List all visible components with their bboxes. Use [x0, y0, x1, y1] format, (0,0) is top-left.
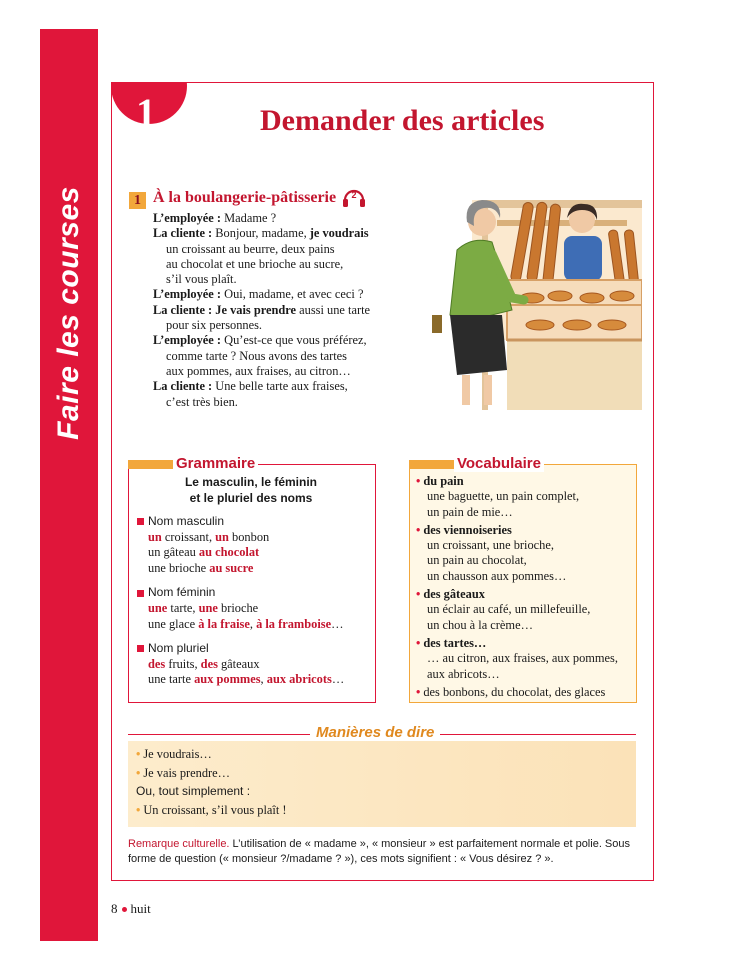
bullet-dot-icon: • — [136, 765, 141, 780]
speaker: La cliente : — [153, 302, 213, 317]
grammaire-subtitle-line: et le pluriel des noms — [189, 491, 313, 505]
grammar-example — [137, 672, 369, 688]
grammaire-header — [128, 456, 258, 472]
lesson-number: 1 — [136, 90, 156, 135]
example-text: … — [331, 672, 345, 687]
square-bullet-icon — [137, 590, 144, 597]
vocab-example: un pain au chocolat, — [427, 553, 527, 568]
vocab-item — [416, 685, 631, 700]
example-text: fruits, — [165, 656, 201, 671]
grammar-category-label: Nom féminin — [148, 585, 216, 600]
dialogue — [153, 211, 398, 410]
grammar-category-label: Nom pluriel — [148, 641, 209, 656]
highlight: une — [198, 600, 218, 615]
bullet-dot-icon: • — [416, 474, 421, 488]
highlight: au chocolat — [198, 545, 260, 560]
section-title: À la boulangerie-pâtisserie — [153, 189, 337, 206]
dialogue-line: aux pommes, aux fraises, au citron… — [166, 363, 351, 378]
example-text: … — [331, 616, 344, 631]
vocabulaire-header — [409, 456, 544, 472]
manieres-title: Manières de dire — [310, 722, 440, 744]
header-bar — [409, 460, 454, 469]
vocab-category: du pain — [423, 474, 464, 488]
manieres-text: Ou, tout simplement : — [136, 784, 251, 798]
bullet-dot-icon: • — [136, 747, 141, 761]
vocab-example: un pain de mie… — [427, 504, 513, 519]
highlight: des — [148, 656, 166, 671]
dialogue-line: comme tarte ? Nous avons des tartes — [166, 348, 347, 363]
grammar-category-label: Nom masculin — [148, 514, 225, 528]
vocab-example: aux abricots… — [427, 666, 500, 681]
manieres-item — [136, 745, 616, 764]
example-text: un gâteau — [148, 545, 199, 560]
dialogue-text: Oui, madame, et avec ceci ? — [221, 287, 364, 302]
vocab-category: des tartes… — [423, 635, 487, 650]
highlight: aux abricots — [266, 672, 332, 687]
dialogue-line — [153, 303, 398, 318]
speaker: La cliente : — [153, 226, 213, 241]
example-text: une tarte — [148, 672, 195, 687]
grammaire-subtitle-line: Le masculin, le féminin — [184, 475, 318, 489]
example-text: bonbon — [228, 529, 270, 544]
square-bullet-icon — [137, 518, 144, 525]
example-text: , — [260, 672, 267, 687]
highlight: un — [215, 529, 229, 544]
headphones-audio-icon[interactable] — [340, 183, 368, 211]
grammar-example — [137, 601, 369, 617]
dialogue-line — [153, 379, 398, 394]
vocab-category: des viennoiseries — [423, 522, 512, 537]
dialogue-text: Bonjour, madame, — [212, 226, 310, 241]
example-text: une brioche — [148, 560, 210, 575]
page-footer — [111, 901, 151, 917]
dialogue-line — [153, 211, 398, 226]
grammar-category — [137, 514, 369, 530]
vocab-item — [416, 587, 631, 633]
grammar-block — [137, 514, 369, 576]
dialogue-line — [153, 287, 398, 302]
manieres-list — [136, 745, 616, 819]
header-bar — [128, 460, 173, 469]
emphasis: je voudrais — [309, 226, 369, 241]
audio-track-number: 2 — [351, 190, 357, 200]
vocabulaire-title: Vocabulaire — [454, 456, 544, 472]
bullet-dot-icon: • — [416, 635, 421, 650]
vocab-category: des gâteaux — [423, 587, 485, 602]
bullet-dot-icon: • — [416, 684, 421, 699]
speaker: L’employée : — [153, 287, 222, 302]
example-text: tarte, — [167, 600, 199, 615]
illustration-bakery — [412, 180, 642, 410]
grammar-example — [137, 561, 369, 577]
lesson-title: Demander des articles — [260, 104, 545, 137]
grammaire-list — [137, 514, 369, 697]
vocabulaire-list — [416, 474, 631, 703]
vocab-example: un chou à la crème… — [427, 617, 533, 632]
dialogue-line: c’est très bien. — [166, 394, 238, 409]
highlight: une — [148, 600, 168, 615]
vocab-example: un chausson aux pommes… — [427, 568, 567, 583]
emphasis: Je vais prendre — [212, 302, 297, 317]
bullet-dot-icon: • — [136, 802, 141, 817]
manieres-header — [128, 722, 636, 742]
dialogue-line — [153, 226, 398, 241]
vocab-item — [416, 636, 631, 682]
highlight: aux pommes — [194, 672, 261, 687]
square-bullet-icon — [137, 645, 144, 652]
speaker: La cliente : — [153, 379, 213, 394]
manieres-item — [136, 801, 616, 820]
highlight: des — [200, 656, 218, 671]
vocab-item-head — [416, 636, 631, 651]
grammar-category — [137, 585, 369, 601]
grammar-block — [137, 585, 369, 632]
grammaire-subtitle — [128, 474, 374, 506]
vocab-item-head — [416, 685, 631, 700]
manieres-text: Je vais prendre… — [143, 765, 231, 780]
remarque-text: L’utilisation de « madame », « monsieur » est parfaitement normale et polie. Sous forme de question (« monsieur ?/madame ? »), ces mots signifient : « Vous désirez ? ». — [128, 838, 631, 865]
dialogue-line: pour six personnes. — [166, 318, 263, 333]
dialogue-line — [153, 333, 398, 348]
dialogue-text: Madame ? — [221, 211, 277, 225]
vocab-item-head — [416, 474, 631, 489]
example-text: brioche — [217, 600, 259, 615]
bullet-dot-icon — [122, 907, 127, 912]
dialogue-text: aussi une tarte — [296, 302, 371, 317]
bullet-dot-icon: • — [416, 587, 421, 602]
vocab-example: … au citron, aux fraises, aux pommes, — [427, 651, 618, 666]
example-text: , — [249, 616, 257, 631]
highlight: au sucre — [209, 560, 254, 575]
highlight: un — [148, 529, 162, 544]
grammar-example — [137, 617, 369, 633]
dialogue-line: s’il vous plaît. — [166, 272, 237, 287]
grammar-example — [137, 545, 369, 561]
grammaire-title: Grammaire — [173, 456, 258, 472]
manieres-text: Je voudrais… — [143, 747, 212, 761]
bullet-dot-icon: • — [416, 522, 421, 537]
remarque-label: Remarque culturelle. — [128, 838, 230, 850]
highlight: à la framboise — [256, 616, 332, 631]
example-text: une glace — [148, 616, 199, 631]
manieres-text: Un croissant, s’il vous plaît ! — [143, 802, 287, 817]
grammar-example — [137, 657, 369, 673]
section-number: 1 — [129, 192, 146, 209]
grammar-category — [137, 641, 369, 657]
dialogue-line: un croissant au beurre, deux pains — [166, 241, 335, 256]
vocab-item-head — [416, 523, 631, 538]
page-number: 8 — [111, 901, 118, 916]
vocab-example: un éclair au café, un millefeuille, — [427, 602, 591, 617]
vocab-item — [416, 523, 631, 584]
vocab-example: un croissant, une brioche, — [427, 538, 554, 553]
manieres-item — [136, 764, 616, 783]
page-word: huit — [130, 901, 151, 916]
speaker: L’employée : — [153, 333, 222, 348]
dialogue-line: au chocolat et une brioche au sucre, — [166, 256, 344, 271]
dialogue-text: Une belle tarte aux fraises, — [212, 379, 348, 394]
speaker: L’employée : — [153, 211, 222, 225]
vocab-example: une baguette, un pain complet, — [427, 489, 580, 504]
highlight: à la fraise — [198, 616, 250, 631]
chapter-side-title: Faire les courses — [52, 186, 85, 440]
dialogue-text: Qu’est-ce que vous préférez, — [221, 333, 367, 348]
example-text: croissant, — [161, 529, 216, 544]
vocab-item-head — [416, 587, 631, 602]
chapter-side-band — [40, 29, 98, 941]
manieres-item — [136, 782, 616, 801]
grammar-example — [137, 530, 369, 546]
vocab-text: des bonbons, du chocolat, des glaces — [423, 684, 606, 699]
remarque-culturelle — [128, 837, 643, 867]
example-text: gâteaux — [217, 656, 260, 671]
badge-mask — [108, 40, 198, 82]
vocab-item — [416, 474, 631, 520]
grammar-block — [137, 641, 369, 688]
